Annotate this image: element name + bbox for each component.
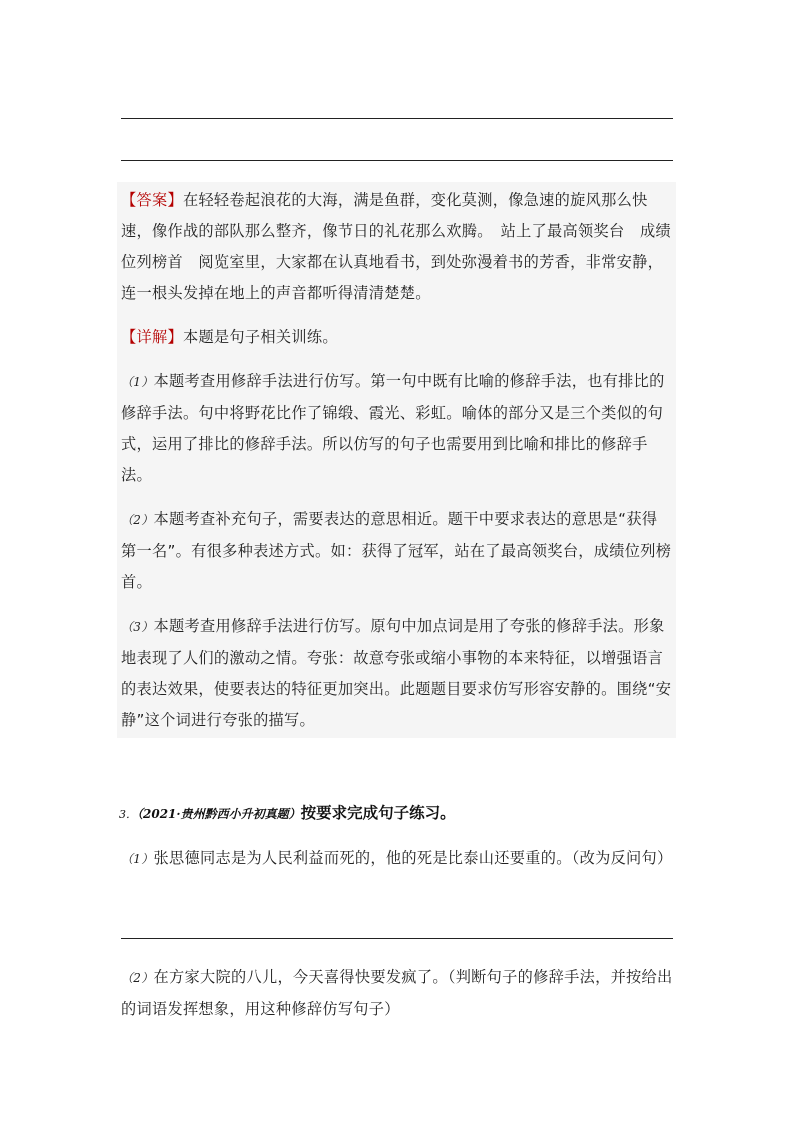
answer-text: 在轻轻卷起浪花的大海，满是鱼群，变化莫测，像急速的旋风那么快速，像作战的部队那么整齐，像节日的礼花那么欢腾。 站上了最高领奖台 成绩位列榜首 阅览室里，大家都在认真地看书，到处弥漫着书的芳香，非常安静，连一根头发掉在地上的声音都听得清清楚楚。 xyxy=(121,191,671,302)
detail-text: 本题是句子相关训练。 xyxy=(182,328,338,346)
point-text: 本题考查用修辞手法进行仿写。第一句中既有比喻的修辞手法，也有排比的修辞手法。句中将野花比作了锦缎、霞光、彩虹。喻体的部分又是三个类似的句式，运用了排比的修辞手法。所以仿写的句子也需要用到比喻和排比的修辞手法。 xyxy=(121,372,665,484)
answer-line-1 xyxy=(121,118,673,119)
item-number: （1） xyxy=(121,852,154,866)
point-text: 本题考查补充句子，需要表达的意思相近。题干中要求表达的意思是“获得第一名”。有很多种表述方式。如：获得了冠军，站在了最高领奖台，成绩位列榜首。 xyxy=(121,510,672,591)
item-text: 在方家大院的八儿，今天喜得快要发疯了。（判断句子的修辞手法，并按给出的词语发挥想象，用这种修辞仿写句子） xyxy=(121,968,673,1018)
detail-point-2 xyxy=(121,504,672,598)
answer-line-3[interactable] xyxy=(121,938,673,939)
answer-paragraph xyxy=(121,185,672,309)
question-source: （2021·贵州黔西小升初真题） xyxy=(137,807,301,821)
item-text: 张思德同志是为人民利益而死的，他的死是比泰山还要重的。（改为反问句） xyxy=(153,849,673,867)
question-3-item-1 xyxy=(121,843,677,875)
answer-explanation-box xyxy=(117,182,676,738)
detail-paragraph xyxy=(121,322,672,353)
question-3-title xyxy=(119,798,679,830)
detail-point-1 xyxy=(121,366,672,491)
question-3-item-2 xyxy=(121,962,677,1025)
point-text: 本题考查用修辞手法进行仿写。原句中加点词是用了夸张的修辞手法。形象地表现了人们的激动之情。夸张：故意夸张或缩小事物的本来特征，以增强语言的表达效果，使要表达的特征更加突出。此题题目要求仿写形容安静的。围绕“安静”这个词进行夸张的描写。 xyxy=(121,617,672,729)
answer-line-2 xyxy=(121,160,673,161)
answer-tag: 【答案】 xyxy=(121,191,183,209)
question-number: 3． xyxy=(119,808,137,821)
point-number: （1） xyxy=(121,375,154,389)
detail-point-3 xyxy=(121,611,672,736)
detail-tag: 【详解】 xyxy=(121,328,183,346)
point-number: （3） xyxy=(121,620,154,634)
point-number: （2） xyxy=(121,513,154,527)
item-number: （2） xyxy=(121,971,154,985)
question-instruction: 按要求完成句子练习。 xyxy=(300,804,456,822)
